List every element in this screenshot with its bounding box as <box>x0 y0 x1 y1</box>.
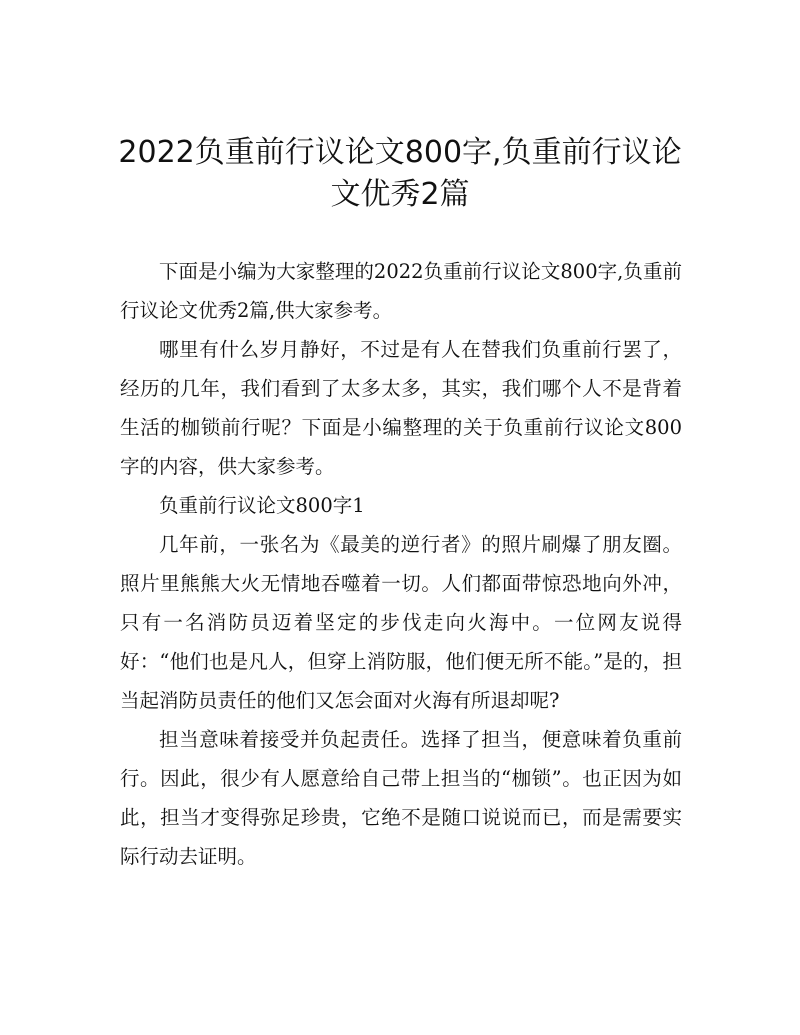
section-heading: 负重前行议论文800字1 <box>159 494 365 517</box>
paragraph-body-2: 担当意味着接受并负起责任。选择了担当，便意味着负重前行。因此，很少有人愿意给自己带上担当的“枷锁”。也正因为如此，担当才变得弥足珍贵，它绝不是随口说说而已，而是需要实际行动去证明。 <box>120 728 682 868</box>
paragraph-intro: 下面是小编为大家整理的2022负重前行议论文800字,负重前行议论文优秀2篇,供大家参考。 <box>120 260 682 322</box>
title-line-2: 文优秀2篇 <box>330 177 470 212</box>
paragraph-preface: 哪里有什么岁月静好，不过是有人在替我们负重前行罢了，经历的几年，我们看到了太多太多，其实，我们哪个人不是背着生活的枷锁前行呢？下面是小编整理的关于负重前行议论文800字的内容，供大家参考。 <box>120 338 682 478</box>
paragraph-body-1: 几年前，一张名为《最美的逆行者》的照片刷爆了朋友圈。照片里熊熊大火无情地吞噬着一切。人们都面带惊恐地向外冲，只有一名消防员迈着坚定的步伐走向火海中。一位网友说得好：“他们也是凡人，但穿上消防服，他们便无所不能。”是的，担当起消防员责任的他们又怎会面对火海有所退却呢? <box>120 533 682 712</box>
title-line-1: 2022负重前行议论文800字,负重前行议论 <box>118 135 682 170</box>
document-body <box>120 252 682 876</box>
document-title <box>100 132 700 216</box>
